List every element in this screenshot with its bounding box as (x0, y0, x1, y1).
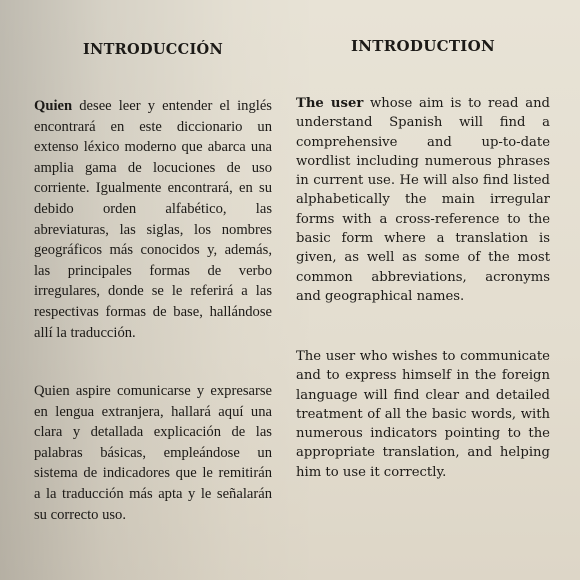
english-paragraph-1-lead: The user (296, 96, 364, 111)
english-heading: INTRODUCTION (350, 37, 495, 55)
english-paragraph-1-text: whose aim is to read and understand Spanish will find a comprehensive and up-to-date wordlist including numerous phrases in current use. He will also find listed alphabetically the main irregular forms with a cross-reference to the basic form where a translation is given, as well as some of the most common abbreviations, acronyms and geographical names. (296, 96, 550, 304)
spanish-paragraph-2: Quien aspire comunicarse y expresarse en lengua extranjera, hallará aquí una clara y detallada explicación de las palabras básicas, empleándose un sistema de indicadores que le remitirán a la traducción más apta y le señalarán su correcto uso. (34, 383, 272, 523)
spanish-paragraph-1-lead: Quien (34, 98, 73, 114)
spanish-heading: INTRODUCCIÓN (82, 41, 224, 58)
english-paragraph-1 (296, 94, 550, 306)
spanish-paragraph-1 (34, 96, 272, 343)
english-paragraph-2: The user who wishes to communicate and to express himself in the foreign language will find clear and detailed treatment of all the basic words, with numerous indicators pointing to the appropriate translation, and helping him to use it correctly. (296, 349, 550, 480)
spanish-paragraph-1-text: desee leer y entender el inglés encontrará en este diccionario un extenso léxico moderno que abarca una amplia gama de locuciones de uso corriente. Igualmente encontrará, en su debido orden alfabético, las abreviaturas, las siglas, los nombres geográficos más conocidos y, además, las principales formas de verbo irregulares, donde se le referirá a las respectivas formas de base, hallándose allí la traducción. (34, 98, 272, 341)
